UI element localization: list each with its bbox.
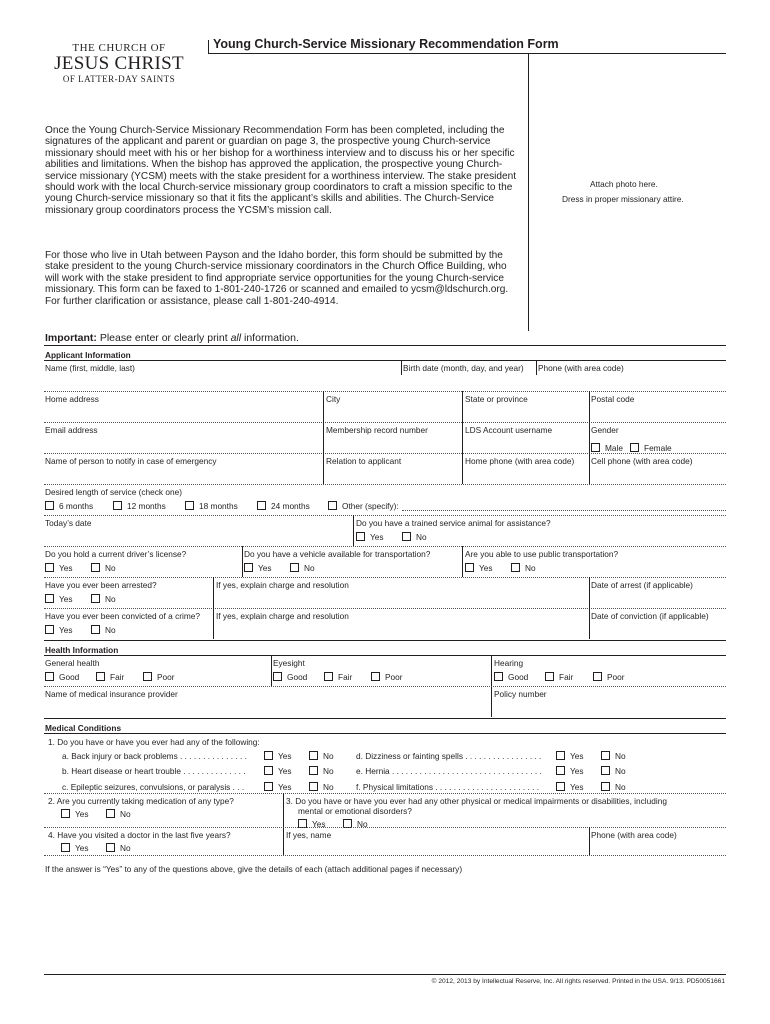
important-text: Please enter or clearly print [96,332,231,344]
option-label: 18 months [199,501,238,511]
title-divider [208,40,209,53]
vehicle-question: Do you have a vehicle available for transportation? [244,549,431,559]
good-label: Good [287,672,308,682]
condition-b-yes-checkbox[interactable] [264,766,292,776]
lds-account-field[interactable]: LDS Account username [465,425,553,435]
no-label: No [416,532,427,542]
yes-label: Yes [258,563,272,573]
logo-line-2: JESUS CHRIST [54,53,184,74]
service-length-label: Desired length of service (check one) [45,487,182,497]
rule [44,422,726,423]
photo-attire-instruction: Dress in proper missionary attire. [562,194,684,204]
yes-label: Yes [75,809,89,819]
conviction-date-field[interactable]: Date of conviction (if applicable) [591,611,709,621]
copyright-footer: © 2012, 2013 by Intellectual Reserve, Inc. All rights reserved. Printed in the USA. 9/13. PD50051661 [431,978,725,985]
yes-label: Yes [278,766,292,776]
drivers-license-question: Do you hold a current driver’s license? [45,549,187,559]
divider [323,391,324,422]
poor-label: Poor [607,672,625,682]
intro-paragraph-2: For those who live in Utah between Payson and the Idaho border, this form should be submitted by the stake president to the young Church-service missionary coordinators in the Church Office Building, who will work with the stake president to find appropriate service opportunities for the young Church-service missionary. This form can be faxed to 1-801-240-1726 or scanned and emailed to ycsm@ldschurch.org. For further clarification or assistance, please call 1-801-240-4914. [45,250,509,307]
no-label: No [105,625,116,635]
condition-e-yes-checkbox[interactable] [556,766,584,776]
service-animal-no-checkbox[interactable] [402,532,427,542]
title-rule [208,53,726,54]
general-health-label: General health [45,658,100,668]
divider [589,453,590,484]
divider [462,391,463,422]
yes-label: Yes [570,766,584,776]
divider [283,793,284,855]
divider [213,608,214,639]
option-label: 6 months [59,501,94,511]
insurance-provider-field[interactable]: Name of medical insurance provider [45,689,178,699]
divider [589,422,590,453]
membership-number-field[interactable]: Membership record number [326,425,428,435]
policy-number-field[interactable]: Policy number [494,689,547,699]
service-6-months-checkbox[interactable] [45,501,93,511]
no-label: No [323,782,334,792]
good-label: Good [508,672,529,682]
divider [353,515,354,546]
fair-label: Fair [110,672,125,682]
rule [44,733,726,734]
rule [44,608,726,609]
state-field[interactable]: State or province [465,394,528,404]
no-label: No [615,782,626,792]
license-yes-checkbox[interactable] [45,563,73,573]
important-label: Important: [45,332,97,344]
arrested-no-checkbox[interactable] [91,594,116,604]
option-label: 24 months [271,501,310,511]
convicted-question: Have you ever been convicted of a crime? [45,611,200,621]
rule [44,686,726,687]
good-label: Good [59,672,80,682]
eyesight-good-checkbox[interactable] [273,672,307,682]
health-section-rule [44,640,726,641]
condition-e-no-checkbox[interactable] [601,766,626,776]
important-emphasis: all [230,332,242,344]
doctor-yes-checkbox[interactable] [61,843,89,853]
divider [589,608,590,639]
divider [242,546,243,577]
question-3-continued: mental or emotional disorders? [298,806,412,816]
eyesight-fair-checkbox[interactable] [324,672,352,682]
yes-label: Yes [570,751,584,761]
condition-e-label: e. Hernia . . . . . . . . . . . . . . . . . . . . . . . . . . . . . . . . . [356,766,542,776]
gender-female-checkbox[interactable] [630,443,672,453]
rule [44,515,726,516]
hearing-label: Hearing [494,658,524,668]
rule [44,453,726,454]
divider [271,655,272,686]
divider [323,422,324,453]
arrested-yes-checkbox[interactable] [45,594,73,604]
doctor-name-field[interactable]: If yes, name [286,830,332,840]
emergency-contact-field[interactable]: Name of person to notify in case of emergency [45,456,217,466]
fair-label: Fair [338,672,353,682]
divider [213,577,214,608]
condition-f-label: f. Physical limitations . . . . . . . . . . . . . . . . . . . . . . . [356,782,540,792]
doctor-no-checkbox[interactable] [106,843,131,853]
option-label: Other (specify): [342,501,399,511]
public-transport-question: Are you able to use public transportation? [465,549,619,559]
important-text-end: information. [241,332,299,344]
no-label: No [323,766,334,776]
applicant-section-rule [44,345,726,346]
vehicle-yes-checkbox[interactable] [244,563,272,573]
license-no-checkbox[interactable] [91,563,116,573]
poor-label: Poor [385,672,403,682]
divider [323,453,324,484]
service-18-months-checkbox[interactable] [185,501,238,511]
service-animal-question: Do you have a trained service animal for assistance? [356,518,551,528]
service-12-months-checkbox[interactable] [113,501,166,511]
eyesight-poor-checkbox[interactable] [371,672,403,682]
condition-c-label: c. Epileptic seizures, convulsions, or paralysis . . . [62,782,245,792]
medical-section-rule [44,718,726,719]
yes-label: Yes [570,782,584,792]
transport-yes-checkbox[interactable] [465,563,493,573]
yes-label: Yes [479,563,493,573]
fair-label: Fair [559,672,574,682]
rule [44,484,726,485]
footer-rule [44,974,726,975]
general-fair-checkbox[interactable] [96,672,124,682]
no-label: No [304,563,315,573]
todays-date-field[interactable]: Today’s date [45,518,92,528]
rule [44,360,726,361]
yes-label: Yes [59,625,73,635]
yes-label: Yes [59,594,73,604]
no-label: No [105,563,116,573]
condition-a-no-checkbox[interactable] [309,751,334,761]
condition-f-yes-checkbox[interactable] [556,782,584,792]
details-area[interactable] [44,876,726,974]
divider [589,391,590,422]
rule [44,655,726,656]
city-field[interactable]: City [326,394,341,404]
yes-label: Yes [278,782,292,792]
email-field[interactable]: Email address [45,425,98,435]
condition-c-yes-checkbox[interactable] [264,782,292,792]
hearing-fair-checkbox[interactable] [545,672,573,682]
medication-yes-checkbox[interactable] [61,809,89,819]
condition-d-yes-checkbox[interactable] [556,751,584,761]
rule [44,546,726,547]
church-logo [44,42,194,84]
condition-c-no-checkbox[interactable] [309,782,334,792]
gender-label: Gender [591,425,619,435]
yes-label: Yes [312,819,326,829]
divider [401,360,402,375]
no-label: No [105,594,116,604]
medication-no-checkbox[interactable] [106,809,131,819]
arrested-question: Have you ever been arrested? [45,580,157,590]
service-24-months-checkbox[interactable] [257,501,310,511]
divider [462,422,463,453]
yes-label: Yes [59,563,73,573]
condition-a-label: a. Back injury or back problems . . . . . . . . . . . . . . . [62,751,247,761]
no-label: No [323,751,334,761]
general-good-checkbox[interactable] [45,672,79,682]
rule [44,391,726,392]
applicant-heading: Applicant Information [45,350,131,360]
no-label: No [615,766,626,776]
home-address-field[interactable]: Home address [45,394,99,404]
condition-b-label: b. Heart disease or heart trouble . . . . . . . . . . . . . . [62,766,246,776]
no-label: No [357,819,368,829]
condition-a-yes-checkbox[interactable] [264,751,292,761]
details-instruction: If the answer is “Yes” to any of the questions above, give the details of each (attach additional pages if necessary) [45,864,463,874]
yes-label: Yes [278,751,292,761]
photo-instruction: Attach photo here. [590,179,658,189]
no-label: No [615,751,626,761]
rule [44,793,726,794]
divider [589,827,590,855]
logo-line-1: THE CHURCH OF [72,42,166,54]
birth-date-field[interactable]: Birth date (month, day, and year) [403,363,524,373]
condition-d-label: d. Dizziness or fainting spells . . . . . . . . . . . . . . . . . [356,751,542,761]
question-3: 3. Do you have or have you ever had any other physical or medical impairments or disabilities, including [286,796,667,806]
hearing-good-checkbox[interactable] [494,672,528,682]
divider [536,360,537,375]
condition-b-no-checkbox[interactable] [309,766,334,776]
eyesight-label: Eyesight [273,658,305,668]
male-label: Male [605,443,623,453]
condition-d-no-checkbox[interactable] [601,751,626,761]
condition-f-no-checkbox[interactable] [601,782,626,792]
cell-phone-field[interactable]: Cell phone (with area code) [591,456,693,466]
poor-label: Poor [157,672,175,682]
divider [462,453,463,484]
vehicle-no-checkbox[interactable] [290,563,315,573]
conviction-explanation-field[interactable]: If yes, explain charge and resolution [216,611,349,621]
option-label: 12 months [127,501,166,511]
relation-field[interactable]: Relation to applicant [326,456,402,466]
convicted-yes-checkbox[interactable] [45,625,73,635]
service-other-checkbox[interactable] [328,501,399,511]
medical-heading: Medical Conditions [45,723,122,733]
doctor-phone-field[interactable]: Phone (with area code) [591,830,677,840]
intro-paragraph-1: Once the Young Church-Service Missionary Recommendation Form has been completed, including the signatures of the applicant and parent or guardian on page 3, the prospective young Church-service missionary should meet with his or her bishop for a worthiness interview and to discuss his or her specific abilities and limitations. When the bishop has approved the application, the prospective young Church-service missionary (YCSM) meets with the stake president for a worthiness interview. The stake president should work with the local Church-service missionary group coordinators to craft a mission specific to the young Church-service missionary so that it fits the applicant’s skills and abilities. The Church-Service missionary group coordinators process the YCSM’s mission call. [45,125,517,216]
no-label: No [120,843,131,853]
divider [462,546,463,577]
female-label: Female [644,443,672,453]
arrest-explanation-field[interactable]: If yes, explain charge and resolution [216,580,349,590]
important-note [45,332,299,344]
arrest-date-field[interactable]: Date of arrest (if applicable) [591,580,693,590]
service-animal-yes-checkbox[interactable] [356,532,384,542]
no-label: No [120,809,131,819]
question-2: 2. Are you currently taking medication of any type? [48,796,234,806]
other-specify-line[interactable] [402,510,726,511]
photo-box-border [528,53,529,331]
yes-label: Yes [370,532,384,542]
home-phone-field[interactable]: Home phone (with area code) [465,456,575,466]
postal-code-field[interactable]: Postal code [591,394,635,404]
yes-label: Yes [75,843,89,853]
question-1: 1. Do you have or have you ever had any of the following: [48,737,260,747]
phone-field[interactable]: Phone (with area code) [538,363,624,373]
question-4: 4. Have you visited a doctor in the last five years? [48,830,231,840]
general-poor-checkbox[interactable] [143,672,175,682]
logo-line-3: OF LATTER-DAY SAINTS [62,74,176,84]
rule [44,855,726,856]
gender-male-checkbox[interactable] [591,443,623,453]
rule [44,827,726,828]
divider [589,577,590,608]
transport-no-checkbox[interactable] [511,563,536,573]
form-title: Young Church-Service Missionary Recommendation Form [213,37,559,51]
no-label: No [525,563,536,573]
hearing-poor-checkbox[interactable] [593,672,625,682]
health-heading: Health Information [45,645,119,655]
rule [44,577,726,578]
name-field[interactable]: Name (first, middle, last) [45,363,135,373]
convicted-no-checkbox[interactable] [91,625,116,635]
